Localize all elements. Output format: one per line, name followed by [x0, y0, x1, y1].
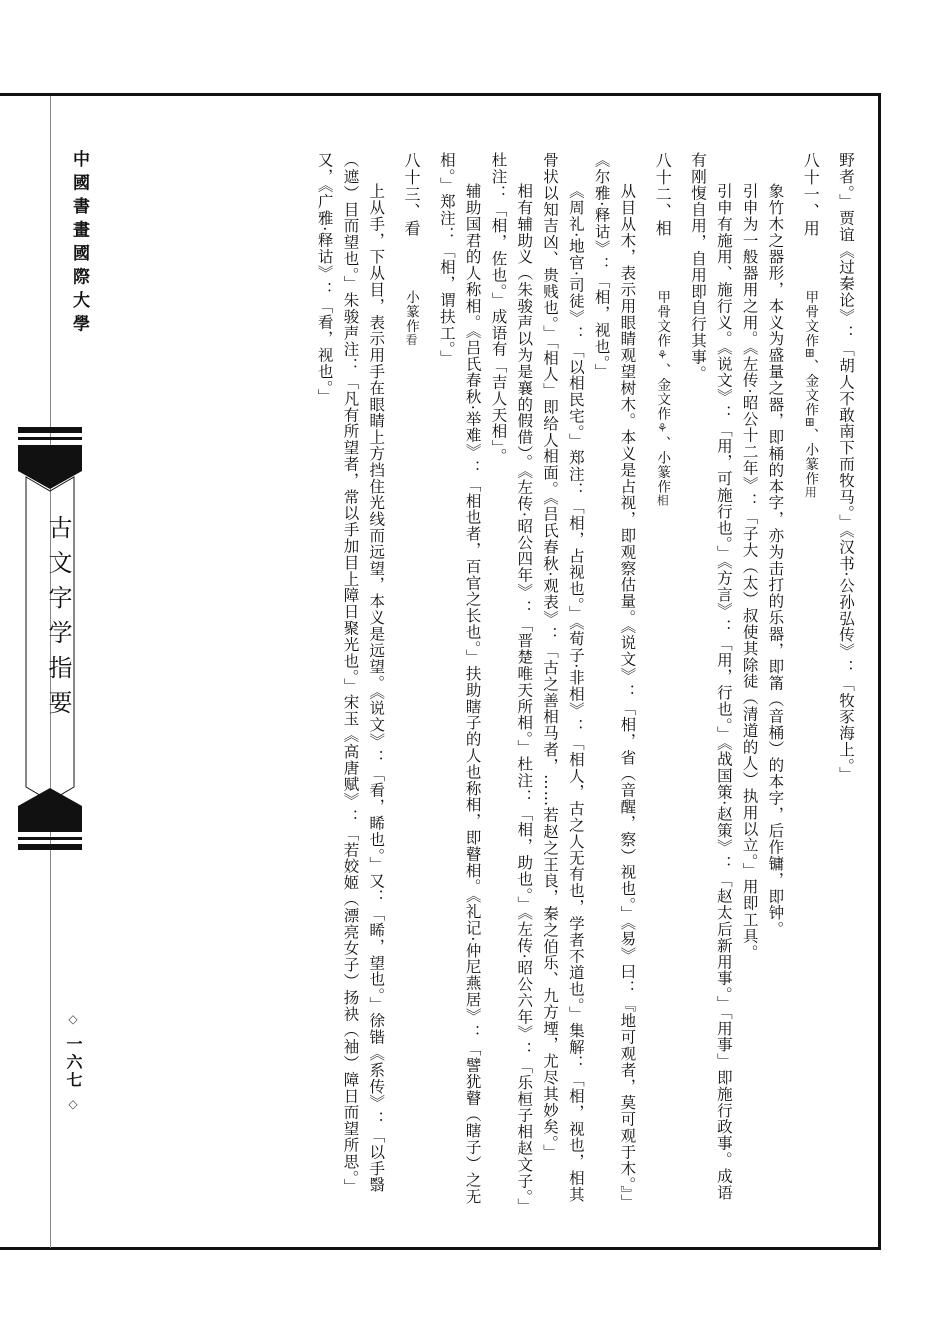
bronze-glyph-icon: ⊞ [803, 417, 818, 429]
paragraph: 上从手，下从目，表示用手在眼睛上方挡住光线而远望，本义是远望。《说文》：「看，睎也。」又：「睎，望也。」徐锴《系传》：「以手翳（遮）目而望也。」朱骏声注：「凡有所望者，常以手加目上障日聚光也。」宋玉《高唐赋》：「若姣姬（漂亮女子）扬袂（袖）障日而望所思。」又，《广雅·释诂》：「看，视也。」 [315, 152, 386, 1195]
paragraph: 引申有施用、施行义。《说文》：「用，可施行也。」《方言》：「用，行也。」《战国策·赵策》：「赵太后新用事。」「用事」即施行政事。成语有刚愎自用，自用即自行其事。 [689, 152, 733, 1201]
oracle-glyph-icon: ⊞ [803, 348, 818, 360]
glyph-forms [648, 243, 674, 507]
section-heading-82 [648, 152, 675, 1212]
main-text [168, 152, 858, 1212]
glyph-label: 、小篆作 [654, 436, 671, 495]
book-title: 中國書畫國際大學 [69, 150, 89, 338]
paragraph: 相有辅助义（朱骏声以为是襄的假借）。《左传·昭公四年》：「晋楚唯天所相。」杜注：「相，助也。」《左传·昭公六年》：「乐桓子相赵文子。」杜注：「相，佐也。」成语有「吉人天相」。 [489, 152, 534, 1207]
glyph-forms [796, 243, 822, 499]
paragraph: 从目从木，表示用眼睛观望树木。本义是占视，即观察估量。《说文》：「相，省（音醒，察）视也。」《易》曰：『地可观者，莫可观于木。』」《尔雅·释诂》：「相，视也。」 [592, 152, 637, 1211]
series-banner [18, 427, 82, 850]
heading-label: 八十二、相 [653, 152, 673, 237]
paragraph: 野者。」贾谊《过秦论》：「胡人不敢南下而牧马。」《汉书·公孙弘传》：「牧豕海上。」 [837, 152, 855, 783]
diamond-icon: ◇ [66, 1012, 80, 1028]
oracle-glyph-icon: ⚘ [655, 348, 670, 364]
glyph-label: 、金文作 [802, 359, 819, 418]
paragraph: 辅助国君的人称相。《吕氏春秋·举难》：「相也者，百官之长也。」扶助瞎子的人也称相，即瞽相。《礼记·仲尼燕居》：「譬犹瞽（瞎子）之无相。」郑注：「相，谓扶工。」 [437, 152, 482, 1205]
bronze-glyph-icon: ⚘ [655, 421, 670, 437]
paragraph: 《周礼·地官·司徒》：「以相民宅。」郑注：「相，占视也。」《荀子·非相》：「相人，古之人无有也，学者不道也。」集解：「相，视也，相其骨状以知吉凶、贵贱也。」「相人」即给人相面。《吕氏春秋·观表》：「古之善相马者，……若赵之王良，秦之伯乐、九方堙，尤尽其妙矣。」 [541, 152, 585, 1203]
seal-glyph: 用 [803, 486, 818, 500]
section-heading-81 [796, 152, 823, 1212]
section-heading-83 [397, 152, 424, 1212]
paragraph: 象竹木之器形，本义为盛量之器，即桶的本字，亦为击打的乐器，即筩（音桶）的本字，后作镛，即钟。 [766, 183, 785, 938]
diamond-icon: ◇ [66, 1097, 80, 1114]
page-number [62, 1012, 85, 1113]
seal-glyph: 看 [404, 333, 419, 347]
glyph-forms [397, 243, 423, 347]
glyph-label: 甲骨文作 [654, 290, 671, 349]
seal-glyph: 相 [655, 494, 670, 508]
heading-label: 八十三、看 [402, 152, 422, 237]
paragraph: 引申为一般器用之用。《左传·昭公十二年》：「子大（太）叔使其除徒（清道的人）执用以立。」用即工具。 [740, 183, 759, 961]
glyph-label: 、小篆作 [802, 428, 819, 487]
page-number-text: 一六七 [64, 1035, 83, 1090]
glyph-label: 甲骨文作 [802, 290, 819, 349]
heading-label: 八十一、用 [801, 152, 821, 237]
series-title: 古文字学指要 [44, 515, 72, 725]
glyph-label: 、金文作 [654, 363, 671, 422]
glyph-label: 小篆作 [403, 290, 420, 334]
